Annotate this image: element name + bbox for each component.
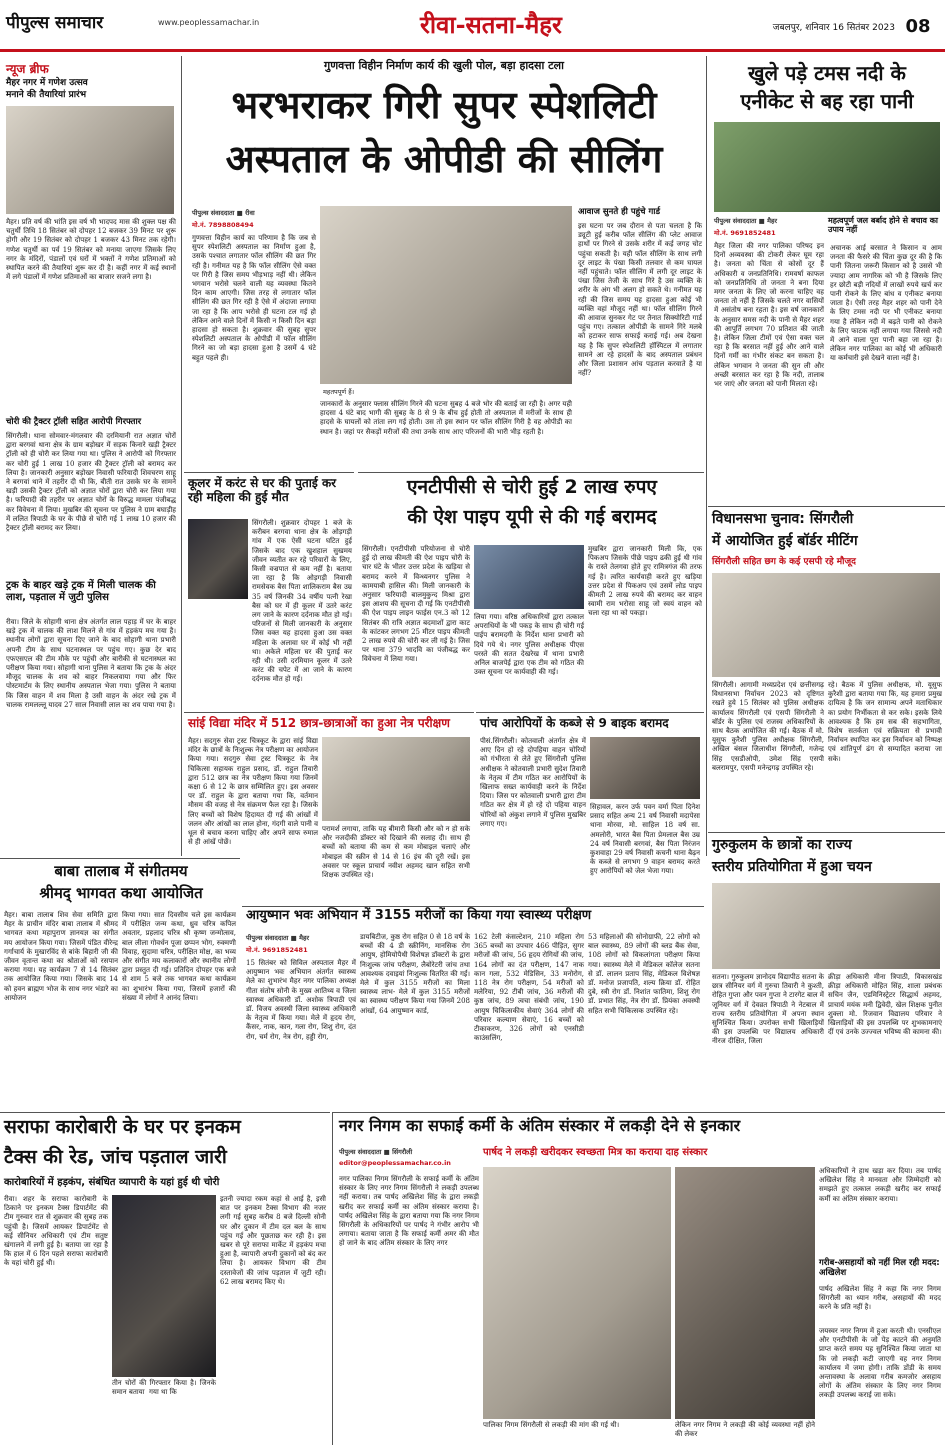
baba-headline-1: बाबा तालाब में संगीतमय: [54, 862, 188, 880]
tamas-headline-2: एनीकेट से बह रहा पानी: [740, 89, 914, 113]
nagarnigam-sub: पार्षद ने लकड़ी खरीदकर स्वच्छता मित्र का कराया दाह संस्कार: [483, 1147, 708, 1158]
gurukulam-headline-1: गुरुकुलम के छात्रों का राज्य: [712, 837, 852, 853]
lead-headline-1: भरभराकर गिरी सुपर स्पेशलिटी: [231, 83, 657, 127]
nagarnigam-email[interactable]: editor@peoplessamachar.co.in: [339, 1159, 451, 1167]
nagarnigam-col2: अधिकारियों ने हाथ खड़ा कर दिया। तब पार्षद अखिलेश सिंह ने मानवता और जिम्मेदारी को समझते हुए तत्काल लकड़ी खरीद कर सफाई कर्मी का अंतिम संस्कार कराया।: [819, 1167, 944, 1203]
ayushman-col4: 53 महिलाओं की सोनोग्राफी, 22 लोगों को बाल स्वास्थ्य, 89 लोगों की ब्लड बैंक सेवा, 108 लोगों को विकलांगता परीक्षण किया गया। स्वास्थ्य मेले में मेडिकल कॉलेज सतना से डॉ. लालन प्रताप सिंह, मेडिकल विशेषज्ञ डॉ. मनोज प्रजापति, शल्य क्रिया डॉ. रोहित दुबे, स्त्री रोग डॉ. निशांत फातिमा, शिशु रोग डॉ. प्रभात सिंह, नेत्र रोग डॉ. प्रियंका अवस्थी सहित सभी चिकित्सक उपस्थित रहे।: [588, 933, 703, 1015]
tamas-mobile: मो.नं. 9691852481: [714, 229, 776, 237]
ayushman-col2: डायबिटीज, कुष्ठ रोग सहित 0 से 18 वर्ष के बच्चों की 4 डी स्क्रीनिंग, मानसिक रोग आयुष, होमियोपैथी विशेषज्ञ डॉक्टरों के द्वारा निःशुल्क जांच परीक्षण, लैबोरेटरी जांच तथा आवश्यक दवाइयां निःशुल्क वितरित की गईं। मेले में कुल 3155 मरीजों का मिला स्वास्थ्य लाभ- मेले में कुल 3155 मरीजों का स्वास्थ्य परीक्षण किया गया जिनमें 208 आंखों, 64 आयुष्मान कार्ड,: [360, 933, 473, 1015]
tractor-headline: चोरी की ट्रैक्टर ट्रॉली सहित आरोपी गिरफ्तार: [6, 417, 142, 427]
vidhansabha-col1: सिंगरौली। आगामी मध्यप्रदेश एवं छत्तीसगढ़ विधानसभा निर्वाचन 2023 को दृष्टिगत रखते हुये 15 सितंबर को पुलिस अधीक्षक कार्यालय सिंगरौली एवं एसपी सिंगरौली ने बॉर्डर के पुलिस एवं राजस्व अधिकारियों के साथ बैठक आयोजित की गई। बैठक में मो. यूसुफ कुरैशी पुलिस अधीक्षक सिंगरौली, अखिल बंसल जिलाधीश सिंगरौली, गजेन्द्र सिंह एसडीओपी, उमेश सिंह एसपी बलरामपुर, एसपी मनेन्द्रगढ़ उपस्थित रहे।: [712, 681, 827, 772]
newspaper-logo: पीपुल्स समाचार: [6, 13, 104, 33]
tamas-col2: अचानक आई बरसात ने किसान व आम जनता की फैसरे की चिंता कुछ दूर की है कि पानी जितना जरूरी किसान को है उससे भी ज्यादा आम नागरिक को भी है जिसके लिए हर छोटी बड़ी नदियों में लाखों रुपये खर्च कर पानी रोकने के लिए बांध व एनीकट बनाया जाता है। ऐसी तरह मैहर शहर को पानी देने के लिए टमस नदी पर भी एनीकट बनाया गया है लेकिन नदी में बढ़ते पानी को रोकने के लिए फाटक नहीं लगाया गया जिससे नदी में आने वाला पूरा पानी बहा जा रहा है। लेकिन नगर पालिका का कोई भी अधिकारी या कर्मचारी इसे देखने वाला नहीं है।: [830, 244, 945, 363]
cooler-headline: कूलर में करंट से घर की पुताई कर रही महिला की हुई मौत: [188, 476, 337, 504]
truck-section: [0, 578, 180, 856]
column-divider: [181, 56, 182, 856]
sarafa-sub: कारोबारियों में हड़कंप, संबंधित व्यापारी के यहां हुई थी चोरी: [4, 1177, 220, 1188]
bike-story: [476, 712, 704, 904]
bike-body: पीसं.सिंगरौली। कोतवाली अंतर्गत क्षेत्र में आए दिन हो रहे दोपहिया वाहन चोरियों को गंभीरता से लेते हुए सिंगरौली पुलिस अधीक्षक ने कोतवाली प्रभारी सुदेश तिवारी के नेतृत्व में टीम गठित कर आरोपियों के खिलाफ सख्त कार्यवाही करने के निर्देश दिया। जिस पर कोतवाली प्रभारी द्वारा टीम गठित कर क्षेत्र में हो रहे दो पहिया वाहन चोरियों को अंकुश लगाने में पुलिस मुखबिर लगाए गए।: [480, 737, 589, 828]
baba-col2: किया गया। सात दिवसीय चले इस कार्यक्रम में परीक्षित जन्म कथा, ध्रुव चरित्र कपिल अवतार, प्रहलाद चरित्र श्री कृष्ण जन्मोत्सव, बाल लीला गोवर्धन पूजा छप्पन भोग, रुक्मणी विवाह, सुदामा चरित्र, परीक्षित मोक्ष, का भव्य और संगीत मय कलाकारों और स्थानीय लोगों द्वारा प्रस्तुत दी गई। प्रतिदिन दोपहर एक बजे से शाम 5 बजे तक भागवत कथा कार्यक्रम का शुभारंभ किया गया, जिसमें हजारों की संख्या में लोगों ने आनंद लिया।: [122, 911, 239, 1002]
baba-headline-2: श्रीमद् भागवत कथा आयोजित: [39, 884, 203, 902]
river-anicut-photo: [714, 122, 940, 212]
sainath-headline: सांई विद्या मंदिर में 512 छात्र-छात्राओं का हुआ नेत्र परीक्षण: [188, 716, 450, 730]
lead-headline-2: अस्पताल के ओपीडी की सीलिंग: [225, 137, 663, 181]
nagarnigam-sub2: गरीब-असहायों को नहीं मिल रही मदद: अखिलेश: [819, 1258, 940, 1278]
sarafa-story: [0, 1112, 330, 1445]
nagarnigam-col2b: पार्षद अखिलेश सिंह ने कहा कि नगर निगम सिंगरौली का ध्यान गरीब, असहायों की मदद करने के प्रति नहीं है।: [819, 1285, 944, 1312]
vidhansabha-headline-2: में आयोजित हुई बॉर्डर मीटिंग: [712, 533, 858, 549]
gurukulam-headline-2: स्तरीय प्रतियोगिता में हुआ चयन: [712, 859, 872, 875]
ntpc-col1: सिंगरौली। एनटीपीसी परियोजना से चोरी हुई दो लाख कीमती की ऐश पाइप चोरी के चार घंटे के भीतर उत्तर प्रदेश के खड़िया से बरामद करने में विन्ध्यनगर पुलिस ने कामयाबी हासिल की। मिली जानकारी के अनुसार फरियादी बालमुकुन्द मिश्रा द्वारा इस आशय की सूचना दी गई कि एनटीपीसी की ऐश पाइप लाइन फाईस एन.3 को 12 सितंबर की रात्रि अज्ञात बदमाशों द्वारा काट के कांटकर लगभग 25 मीटर पाइप कीमती 2 लाख रुपये की चोरी कर ली गई है। जिस पर थाना 379 भादवि का पंजीबद्ध कर विवेचना में लिया गया।: [362, 545, 473, 664]
nagarnigam-col3: जयस्वर नगर निगम में हुआ करती थी। एनसीएल और एनटीपीसी के जो पेड़ काटने की अनुमति प्राप्त करते समय यह सुनिश्चित किया जाता था कि जो लकड़ी कटी जाएगी वह नगर निगम कार्यालय में जमा होगी। ताकि डोंडी के समय अन्तावस्था के अलावा गरीब कमजोर असहाय लोगों के अंतिम संस्कार के लिए नगर निगम लकड़ी उपलब्ध कराई जा सके।: [819, 1327, 944, 1400]
tamas-byline: पीपुल्स संवाददाता ■ मैहर: [714, 217, 778, 225]
baba-talab-story: [0, 858, 240, 1110]
ayushman-headline: आयुष्मान भवः अभियान में 3155 मरीजों का किया गया स्वास्थ्य परीक्षण: [246, 908, 592, 923]
bike-body2: सिहावल, करन उर्फ पवन वर्मा पिता दिनेश प्रसाद सहित अन्य 21 वर्ष निवासी मदापेसा थाना मोरवा, मो. साहिल 18 वर्ष सा. अमलोरी, भारत बैस पिता प्रेमलाल बैस उम्र 24 वर्ष निवासी बरगवां, बैस पिता निरंजन कुशवाहा 29 वर्ष निवासी कचनी थाना बैढ़न के कब्जे से लगभग 9 वाहन बरामद करते हुए आरोपियों को जेल भेजा गया।: [590, 803, 703, 876]
gurukulam-story: [708, 832, 945, 1110]
sarafa-headline-2: टैक्स की रेड, जांच पड़ताल जारी: [4, 1146, 227, 1168]
students-sports-photo: [712, 883, 940, 969]
truck-body: रीवा। जिले के सोहागी थाना क्षेत्र अंतर्गत लाल पहाड़ में घर के बाहर खड़े ट्रक में चालक की लाश मिलने से गांव में हड़कंप मच गया है। स्थानीय लोगों द्वारा सूचना दिए जाने के बाद सोहागी थाना प्रभारी अपनी टीम के साथ घटनास्थल पर पहुंच गए। कुछ देर बाद एफएसएल की टीम मौके पर पहुंची और बारीकी से घटनास्थल का परीक्षण किया गया। सोहागी थाना पुलिस ने बताया कि ट्रक के अंदर मौजूद चालक के शव को बाहर निकलवाया गया और फिर पोस्टमार्टम के लिए स्थानीय अस्पताल भेजा गया। पुलिस ने बताया कि जिस वाहन में शव मिला है उसी वाहन के अंदर रखे ट्रक में चालक रामलल्लू यादव 27 साल निवासी लाल का शव पाया गया है।: [6, 618, 179, 709]
sarafa-col2: इतनी ज्यादा रकम कहां से आई है, इसी बात पर इनकम टैक्स विभाग की नजर लगी गई सुबह करीब 8 बजे दिल्ली सोनी घर और दुकान में टीम दल बल के साथ पहुंच गई और पूछताछ कर रही है। इस खबर से पूरे सराफा मार्केट में हड़कंप मचा हुआ है, व्यापारी अपनी दुकानों को बंद कर लिया है। आयकर विभाग की टीम दस्तावेजों की जांच पड़ताल में जुटी रही। 62 लाख बरामद किए थे।: [220, 1195, 329, 1286]
vidhansabha-story: [708, 506, 945, 830]
brief-headline-2: मनाने की तैयारियां प्रारंभ: [6, 90, 87, 100]
sainath-body2: परामर्श लगाया, ताकि यह बीमारी किसी और को न हो सके और नजदीकी डॉक्टर को दिखाने की सलाह दी। साथ ही बच्चों को बताया की कम से कम मोबाइल चलाएं और मोबाइल की स्क्रीन से 14 से 16 इंच की दूरी रखें। इस अवसर पर स्कूल प्राचार्य नवीश अहमद खान सहित सभी शिक्षक उपस्थित रहे।: [322, 825, 473, 880]
border-meeting-photo: [712, 573, 940, 677]
cooler-body: सिंगरौली। शुक्रवार दोपहर 1 बजे के करीबन बरगवा थाना क्षेत्र के ओड़गड़ी गांव में एक ऐसी घटना घटित हुई जिसके बाद एक खुशहाल सुखमय जीवन व्यतीत कर रहे परिवारों के लिए, किसी वज्रपात से कम नहीं है। बताया जा रहा है कि ओड़गड़ी निवासी रामसेवक बैस पिता शालिकराम बैस उम्र 35 वर्ष जिनकी 34 वर्षीय पत्नी रेखा बैस को घर में ही कूलर में उतरे करंट लग जाने के कारण दर्दनाक मौत हो गई। परिजनों से मिली जानकारी के अनुसार जिस वक्त यह हादसा हुआ उस वक्त महिला के अलावा घर में कोई भी नहीं था। अकेले महिला घर की पुताई कर रही थी। उसी दरमियान कूलर में उतरे करंट की चपेट में आ जाने के कारण दर्दनाक मौत हो गई।: [252, 519, 355, 684]
ayushman-byline: पीपुल्स संवाददाता ■ मैहर: [246, 934, 310, 942]
nagarnigam-headline: नगर निगम का सफाई कर्मी के अंतिम संस्कार में लकड़ी देने से इनकार: [339, 1116, 741, 1135]
collapsed-ceiling-photo: [320, 206, 572, 384]
nagarnigam-caption: पालिका निगम सिंगरौली से लकड़ी की मांग की गई थी।: [483, 1421, 620, 1429]
sarafa-col1: रीवा। शहर के सराफा कारोबारी के ठिकाने पर इनकम टैक्स डिपार्टमेंट की टीम गुरुवार रात से शुक्रवार की सुबह तक पहुंची है। जिसमें आयकर डिपार्टमेंट से कई सीनियर अधिकारी एवं टीम सतुष्ट खंगालने में लगी हुई है। बताया जा रहा है कि हाल में 6 दिन पहले सराफा कारोबारी के यहां चोरी हुई थी।: [4, 1195, 111, 1268]
page-number: 08: [905, 16, 931, 37]
eye-checkup-photo: [322, 737, 470, 821]
recovered-pipe-photo: [474, 545, 584, 609]
news-brief-label: न्यूज ब्रीफ: [6, 62, 49, 76]
masthead: [0, 0, 945, 52]
dateline: जबलपुर, शनिवार 16 सितंबर 2023: [772, 23, 895, 33]
lead-story: [184, 56, 704, 470]
brief-body: मैहर। प्रति वर्ष की भांति इस वर्ष भी भादपद मास की शुक्ल पक्ष की चतुर्थी तिथि 18 सितंबर को दोपहर 12 बजकर 39 मिनट पर शुरू होगी और 19 सितंबर को दोपहर 1 बजकर 43 मिनट तक रहेगी। गणेश चतुर्थी का पर्व 19 सितंबर को मनाया जाएगा जिसके लिए नगर के मंदिरों, पंडालों एवं घरों में भक्तों ने गणेश प्रतिमाओं को स्थापित करने की तैयारियां शुरू कर दी है। कहीं नगर में कई स्थानों में लगे पंडालों में गणेश प्रतिमाओं का बाजार सजने लगा है।: [6, 218, 179, 282]
ayushman-story: [242, 906, 704, 1110]
ntpc-col3: मुखबिर द्वारा जानकारी मिली कि, एक पिकअप जिसके पीछे पाइप ढकी हुई थी गांव के रास्ते तेलगवा होते हुए रामित्रगंज की तरफ गई है। त्वरित कार्यवाही करते हुए खड़िया उत्तर प्रदेश से पिकअप एवं उसमें लोड पाइप कीमती 2 लाख रुपये की बरामद कर वाहन स्वामी राम भरोसा साहू जो स्वयं वाहन को चला रहा था को पकड़ा।: [588, 545, 705, 618]
vidhansabha-sub: सिंगरौली सहित छग के कई एसपी रहे मौजूद: [712, 557, 856, 567]
photo-caption: महतपपूर्ण हैं।: [320, 386, 400, 398]
sarafa-headline-1: सराफा कारोबारी के घर पर इनकम: [4, 1116, 241, 1138]
bike-headline: पांच आरोपियों के कब्जे से 9 बाइक बरामद: [480, 716, 669, 730]
ntpc-headline-1: एनटीपीसी से चोरी हुई 2 लाख रुपए: [407, 476, 657, 498]
tamas-story: [708, 56, 945, 504]
lead-col3: इस घटना पर जब दौरान से पता चलता है कि ड्यूटी हुई करीब फॉल सीलिंग की प्लेट आवाज हाथों पर गिरने से उसके शरीर में कई जगह चोट पहुंचा सकती है। यही फॉल सीलिंग के साथ लगी दूर लाइट के पंखा किसी तलवार से कम घायल नहीं पहुंचाते। फॉल सीलिंग में लगी दूर लाइट के पंखा जिस तेजी के साथ गिरे है उस व्यक्ति के शरीर के अंग भी अलग हो सकते थे। गनीमत यह रही की जिस समय यह हादसा हुआ कोई भी व्यक्ति वहां मौजूद नहीं था। फॉल सीलिंग गिरने की आवाज सुनकर गेट पर तैनात सिक्योरिटी गार्ड पहुंच गए। तत्काल ओपीडी के सामने गिरे मलबे को हटाकर साफ सफाई कराई गई। अब देखना यह है कि सुपर स्पेशलिटी हॉस्पिटल में लगातार सामने आ रहे हादसों के बाद अस्पताल प्रबंधन और जिला प्रशासन आंच पड़ताल करवाते है या नहीं?: [578, 222, 705, 378]
gurukulam-col1: सतना। गुरुकुलम ज्ञानोदय विद्यापीठ सतना के छात्र सीनियर वर्ग में गुरुचा तिवारी ने कुश्ती, रोहित गुप्ता और पवन गुप्ता ने टारगेट बाल में जूनियर वर्ग में देवव्रत त्रिपाठी ने नेटबाल में राज्य स्तरीय प्रतियोगिता में अपना स्थान सुनिश्चित किया। उपरोक्त सभी खिलाड़ियों की इस उपलब्धि पर विद्यालय अधिकारी नीरज दीक्षित, जिला: [712, 973, 827, 1046]
sarafa-caption: तीन चोरों की गिरफ्तार किया है। जिनके समान बताया गया था कि: [112, 1379, 219, 1397]
edition-title: रीवा-सतना-मैहर: [420, 10, 562, 39]
lead-kicker: गुणवत्ता विहीन निर्माण कार्य की खुली पोल, बड़ा हादसा टला: [324, 59, 564, 72]
firewood-photo: [483, 1167, 671, 1419]
tamas-col1: मैहर जिला की नगर पालिका परिषद इन दिनों अव्यवस्था की टोकरी लेकर घूम रहा है। जनता को चिंता से कोसों दूर हैं अधिकारी व जनप्रतिनिधि। रामवर्षा काफल को जनप्रतिनिधि तो जनता ने बना दिया मगर जनता के लिए जो करना चाहिए वह जनता तो नहीं है जिसके चलते नगर वासियों में असंतोष बना रहता है। इस वर्ष जानकारों के अनुसार समस नदी के पानी से मैहर शहर की आपूर्ति लगभग 70 प्रतिशत की जाती है। लेकिन जिला टीमों एवं ऐसा वक्त चल रहा है कि बरसात नहीं हुई और आने वाले दिनों गर्मी का गंभीर संकट बन सकता है। लेकिन भगवान ने जनता की सुन ली और अच्छी बरसात कर रहा है कि नदी, तालाब भर जाएं और जनता को पानी मिलता रहे।: [714, 242, 827, 389]
ntpc-headline-2: की ऐश पाइप यूपी से की गई बरामद: [407, 506, 657, 528]
nagarnigam-byline: पीपुल्स संवाददाता ■ सिंगरौली: [339, 1148, 413, 1156]
ayushman-mobile: मो.नं. 9691852481: [246, 946, 308, 954]
ntpc-col2: लिया गया। वरिष्ठ अधिकारियों द्वारा तत्काल अपराधियों के भी पकड़ के साथ ही चोरी गई पाईप बरामदगी के निर्देश थाना प्रभारी को दिये गये थे। नगर पुलिस अधीक्षक पीएस परस्ते की सतत देखरेख में थाना प्रभारी अनिल बाजपेई द्वारा एक टीम को गठित की उक्त सूचना पर कार्यवाही की गई।: [474, 613, 587, 677]
ganesh-idols-photo: [6, 106, 174, 214]
lead-mobile: मो.नं. 7898808494: [192, 221, 254, 229]
victim-photo: [188, 519, 248, 599]
cooler-story: [184, 472, 354, 708]
brief-headline-1: मैहर नगर में गणेश उत्सव: [6, 78, 88, 88]
truck-headline: ट्रक के बाहर खड़े ट्रक में मिली चालक की लाश, पड़ताल में जुटी पुलिस: [6, 580, 156, 603]
vidhansabha-headline-1: विधानसभा चुनाव: सिंगरौली: [712, 511, 854, 527]
news-brief-section: [0, 56, 180, 576]
cremation-photo: [675, 1167, 815, 1419]
tractor-body: सिंगरौली। थाना सोमवार-मंगलवार की दरमियानी रात अज्ञात चोरों द्वारा बरगवां थाना क्षेत्र के ग्राम बड़ोखर में सड़क किनारे खड़ी ट्रैक्टर ट्रॉली को ही चोरी कर लिया गया था। पुलिस ने आरोपी को गिरफ्तार कर चोरी हुई 1 लाख 10 हजार की ट्रैक्टर ट्रॉली को बरामद कर लिया है। जानकारी अनुसार बड़ोखर निवासी फरियादी शिवचरण साहू ने बरगवां थाने में तहरीर दी थी कि, बीती रात उसके घर के सामने खड़ी उसकी ट्रैक्टर ट्रॉली को अज्ञात चोरों द्वारा चोरी कर लिया गया है। फरियादी की तहरीर पर अज्ञात चोरों के विरुद्ध मामला पंजीबद्ध कर विवेचना में लिया। मुखबिर की सूचना पर पुलिस ने ग्राम बघाड़ीह में ललित त्रिपाठी के घर के पीछे से चोरी गई 1 लाख 10 हजार की ट्रैक्टर ट्रॉली बरामद कर लिया।: [6, 432, 179, 533]
tamas-side-head: महत्वपूर्ण जल बर्बाद होने से बचाव का उपाय नहीं: [828, 216, 939, 235]
ayushman-col3: 162 टेली कंसल्टेशन, 210 महिला रोग 365 बच्चों का उपचार 466 पीड़ित, सुगर मरीजों की जांच, 56 हृदय रोगियों की जांच, 164 लोगों का दंत परीक्षण, 147 नाक कान गला, 532 मेडिसिन, 33 मनोरोग, 118 नेत्र रोग परीक्षण, 54 मरीजों को मलेरिया, 92 टीबी जांच, 36 मरीजों की कुष्ठ जांच, 89 त्वचा संबंधी जांच, 190 आयुष चिकित्सकीय सेवाएं 364 लोगों की परिवार कल्याण सेवाएं, 16 बच्चों को टीकाकरण, 326 लोगों को एनसीडी काउंसलिंग,: [474, 933, 587, 1043]
nagarnigam-col1: नगर पालिका निगम सिंगरौली के सफाई कर्मी के अंतिम संस्कार के लिए नगर निगम सिंगरौली ने लकड़ी उपलब्ध नहीं कराया। तब पार्षद अखिलेश सिंह के द्वारा लकड़ी खरीद कर सफाई कर्मी का अंतिम संस्कार कराया है। पार्षद अखिलेश सिंह के द्वारा बताया गया कि नगर निगम सिंगरौली के अधिकारियों पर पार्षद ने गंभीर आरोप भी लगाया। बताया जाता है कि सफाई कर्मी अमर की मौत हो जाने के बाद अंतिम संस्कार के लिए नगर: [339, 1175, 482, 1248]
nagarnigam-caption-2: लेकिन नगर निगम ने लकड़ी की कोई व्यवस्था नहीं होने की लेकर: [675, 1421, 818, 1439]
ntpc-story: [358, 472, 704, 708]
ayushman-col1: 15 सितंबर को सिविल अस्पताल मैहर में आयुष्मान भवः अभियान अंतर्गत स्वास्थ्य मेले का शुभारंभ मैहर नगर पालिका अध्यक्ष गीता संतोष सोनी के मुख्य आतिथ्य व जिला स्वास्थ्य अधिकारी डॉ. अशोक त्रिपाठी एवं डॉ. विजय अवस्थी जिला स्वास्थ्य अधिकारी के नेतृत्व में किया गया। मेले में हृदय रोग, कैंसर, नाक, कान, गला रोग, शिशु रोग, दंत रोग, चर्म रोग, नेत्र रोग, हड्डी रोग,: [246, 959, 359, 1041]
baba-col1: मैहर। बाबा तालाब शिव सेवा समिति द्वारा मैहर के प्राचीन मंदिर बाबा तालाब में श्रीमद भागवत कथा महापुराण ज्ञानयज्ञ का संगीत मय आयोजन किया गया। जिसमें पंडित वीरेन्द्र गर्गाचार्य के मुखारविंद से बांके बिहारी जी की जीवन वृतान्त कथा का श्रोताओं को रसपान कराया गया। यह कार्यक्रम 7 से 14 सितंबर तक आयोजित किया गया। जिसके बाद 14 को हवन ब्राह्मण भोज के साथ नगर भंडारे का आयोजन: [4, 911, 121, 1002]
nagar-nigam-story: [332, 1112, 945, 1445]
seized-bikes-photo: [590, 737, 700, 799]
lead-byline: पीपुल्स संवाददाता ■ रीवा: [192, 209, 255, 217]
vidhansabha-col2: रहे। बैठक में पुलिस अधीक्षक, मो. यूसुफ कुरैशी द्वारा बताया गया कि, यह हमारा प्रमुख दायित्व है कि जन सामान्य अपने मताधिकार का प्रयोग निर्भीकता से कर सके। इसके लिये आवश्यक है कि हम सब की सहभागिता, विशेष सतर्कता एवं सक्रियता से प्रभावी निर्वाचन स्थापित कर इस निर्वाचन को निष्पक्ष एवं शांतिपूर्ण ढंग से सम्पादित कराया जा सके।: [828, 681, 945, 763]
night-street-photo: [112, 1195, 216, 1377]
lead-subhead: आवाज सुनते ही पहुंचे गार्ड: [578, 207, 661, 217]
lead-col1: गुणवत्ता विहीन कार्य का परिणाम है कि जब से सुपर स्पेशलिटी अस्पताल का निर्माण हुआ है, उसके पश्चात लगातार फॉल सीलिंग की छत गिर रही है। गनीमत यह है कि फॉल सीलिंग ऐसे वक्त पर गिरी है जिस समय भीड़भाड़ नहीं थी। लेकिन भगवान भरोसे चलने वाली यह व्यवस्था कितने दिन काम आएगी। जिस तरह से लगातार फॉल सीलिंग की छत गिर रही है ऐसे में अंदाजा लगाया जा रहा है कि आप भरोसे ही घटना टल गई हो लेकिन आने वाले दिनों में किसी न किसी दिन बड़ा हादसा हो सकता है। शुक्रवार की सुबह सुपर स्पेशलिटी अस्पताल के ओपीडी में फॉल सीलिंग गिरने का जो बड़ा हादसा हुआ है उसमें 4 घंटे बहुत पहले ही।: [192, 234, 319, 362]
column-divider: [706, 56, 707, 856]
gurukulam-col2: क्रीड़ा अधिकारी मीना त्रिपाठी, विकासखंड क्रीड़ा अधिकारी मोहित सिंह, शाला प्रबंधक सचिन जैन, एडमिनिस्ट्रेटर सिद्धार्थ अहमद, प्राचार्य मयंक मनी द्विवेदी, खेल शिक्षक पुनीत शुक्ला मो. रिजवान विद्यालय परिवार ने खिलाड़ियों की इस उपलब्धि पर शुभकामनाएं दीं एवं उनके उज्ज्वल भविष्य की कामना की।: [828, 973, 945, 1037]
website-link[interactable]: www.peoplessamachar.in: [158, 18, 260, 27]
sainath-body: मैहर। सदगुरु सेवा ट्रस्ट चित्रकूट के द्वारा सांई विद्या मंदिर के छात्रों के निःशुल्क नेत्र परीक्षण का आयोजन किया गया। सदगुरु सेवा ट्रस्ट चित्रकूट के नेत्र चिकित्सा सहायक राहुल प्रसाद, डॉ. राहुल तिवारी द्वारा 512 छात्र का नेत्र परीक्षण किया गया जिनमें कक्षा 6 से 12 के छात्र सम्मिलित हुए। इस अवसर पर डॉ. राहुल के द्वारा बताया गया कि, वर्तमान मौसम की वजह से नेत्र संक्रमण फैल रहा है। जिसके लिए बच्चों को विशेष हिदायत दी गई की आंखों में जलन और आंखों का लाल होना, गंदगी वाले पानी व धूल से बचाव करना चाहिए और अपने साफ रुमाल से ही आंखें पोछें।: [188, 737, 321, 847]
tamas-headline-1: खुले पड़े टमस नदी के: [748, 61, 906, 85]
lead-col2: जानकारों के अनुसार फ्लास सीलिंग गिरने की घटना सुबह 4 बजे भोर की बताई जा रही है। अगर यही हादसा 4 घंटे बाद भागी की सुबह के 8 से 9 के बीच हुई होती तो अस्पताल में मरीजों के साथ ही हादसे के घायलों को तांता लग गई होती। उस तो इस स्थान पर फॉल सीलिंग गिरी है वह ओपीडी का स्थान है। जहां पर सैकड़ों मरीजों की तथा उनके साथ आए परिजनों की भारी भीड़ रहती है।: [320, 400, 575, 436]
